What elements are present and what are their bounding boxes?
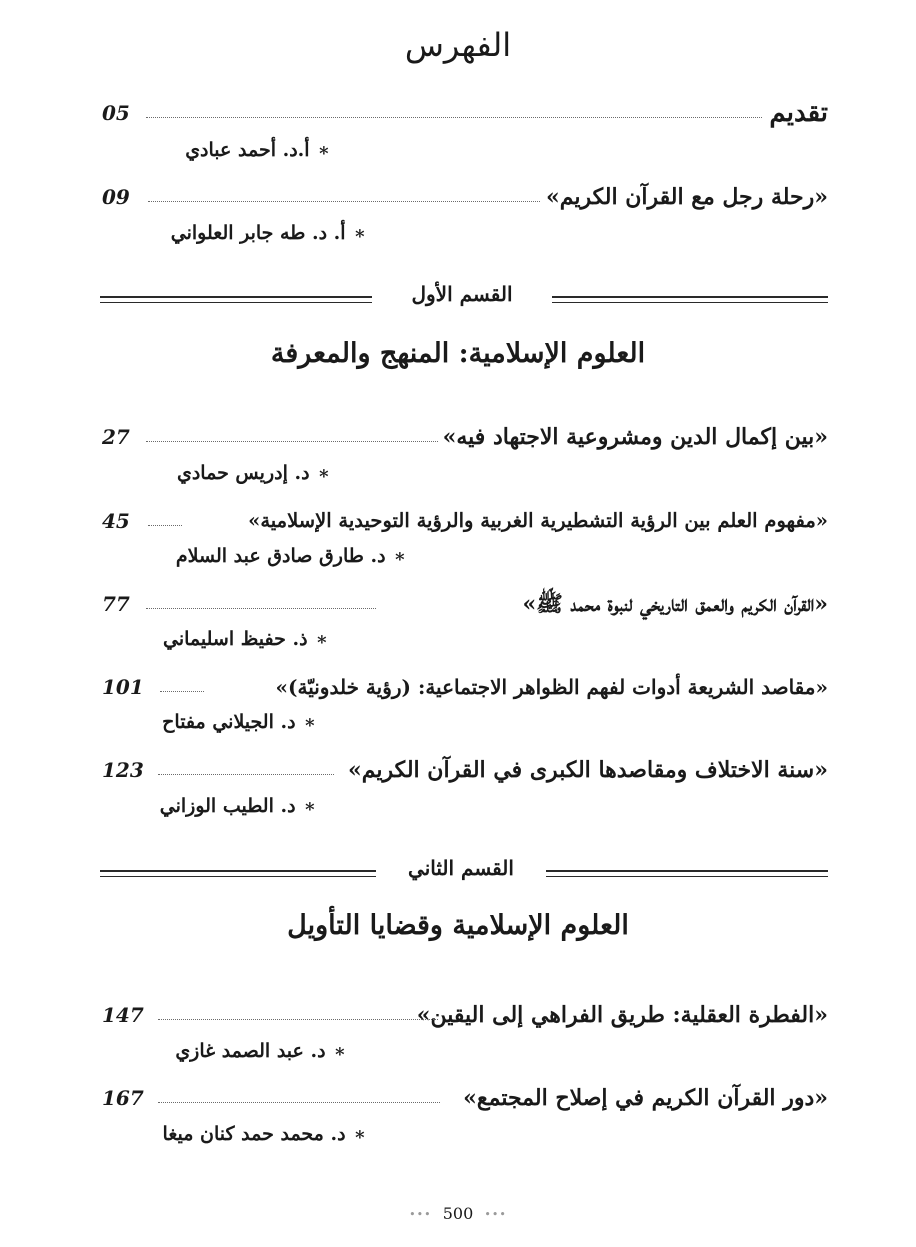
- entry-page-number: 101: [102, 675, 144, 699]
- entry-page-number: 77: [102, 592, 130, 616]
- toc-entry[interactable]: [100, 1000, 828, 1040]
- footer-page-number: 500: [442, 1204, 474, 1223]
- entry-title: «سنة الاختلاف ومقاصدها الكبرى في القرآن الكريم»: [348, 757, 828, 783]
- entry-page-number: 45: [102, 509, 130, 533]
- entry-author: ∗د. الجيلاني مفتاح: [162, 711, 316, 733]
- leader-dots: [146, 608, 376, 609]
- toc-entry[interactable]: [100, 98, 828, 138]
- section-rule-left: [100, 870, 376, 877]
- entry-page-number: 09: [102, 185, 130, 209]
- entry-author: ∗أ. د. طه جابر العلواني: [170, 222, 366, 244]
- toc-entry[interactable]: [100, 1083, 828, 1123]
- entry-title: تقديم: [769, 98, 828, 128]
- entry-author: ∗د. الطيب الوزاني: [159, 795, 316, 817]
- entry-title: «مفهوم العلم بين الرؤية التشطيرية الغربية والرؤية التوحيدية الإسلامية»: [248, 509, 828, 532]
- entry-page-number: 05: [102, 101, 130, 125]
- leader-dots: [148, 201, 540, 202]
- leader-dots: [146, 117, 762, 118]
- entry-author: ∗ذ. حفيظ اسليماني: [163, 628, 328, 650]
- toc-entry[interactable]: [100, 182, 828, 222]
- entry-author: ∗د. إدريس حمادي: [176, 462, 330, 484]
- entry-title: «دور القرآن الكريم في إصلاح المجتمع»: [463, 1085, 828, 1111]
- star-icon: ∗: [317, 463, 330, 484]
- toc-entry[interactable]: [100, 422, 828, 462]
- star-icon: ∗: [353, 223, 366, 244]
- entry-page-number: 167: [102, 1086, 144, 1110]
- leader-dots: [148, 525, 182, 526]
- leader-dots: [160, 691, 204, 692]
- entry-author: ∗د. طارق صادق عبد السلام: [175, 545, 406, 567]
- entry-title: «القرآن الكريم والعمق التاريخي لنبوة محمد ﷺ»: [522, 591, 828, 617]
- entry-title: «مقاصد الشريعة أدوات لفهم الظواهر الاجتماعية: (رؤية خلدونيّة)»: [275, 675, 828, 699]
- entry-title: «رحلة رجل مع القرآن الكريم»: [545, 184, 828, 210]
- star-icon: ∗: [303, 712, 316, 733]
- leader-dots: [158, 774, 334, 775]
- entry-title: «الفطرة العقلية: طريق الفراهي إلى اليقين»: [416, 1002, 828, 1028]
- entry-page-number: 147: [102, 1003, 144, 1027]
- part-title: العلوم الإسلامية: المنهج والمعرفة: [270, 338, 646, 369]
- section-label: القسم الثاني: [408, 856, 514, 880]
- star-icon: ∗: [303, 796, 316, 817]
- star-icon: ∗: [315, 629, 328, 650]
- leader-dots: [146, 441, 438, 442]
- toc-entry[interactable]: [100, 506, 828, 546]
- toc-entry[interactable]: [100, 755, 828, 795]
- section-rule-right: [546, 870, 828, 877]
- star-icon: ∗: [317, 140, 330, 161]
- toc-entry[interactable]: [100, 589, 828, 629]
- entry-page-number: 123: [102, 758, 144, 782]
- leader-dots: [158, 1019, 438, 1020]
- section-rule-left: [100, 296, 372, 303]
- leader-dots: [158, 1102, 440, 1103]
- ornament-right: •••: [484, 1208, 507, 1221]
- section-label: القسم الأول: [411, 282, 513, 306]
- entry-author: ∗د. محمد حمد كنان ميغا: [162, 1123, 366, 1145]
- entry-page-number: 27: [102, 425, 130, 449]
- star-icon: ∗: [333, 1041, 346, 1062]
- page-title: الفهرس: [404, 26, 512, 64]
- entry-author: ∗د. عبد الصمد غازي: [175, 1040, 346, 1062]
- entry-author: ∗أ.د. أحمد عبادي: [185, 139, 330, 161]
- star-icon: ∗: [393, 546, 406, 567]
- toc-entry[interactable]: [100, 672, 828, 712]
- page-footer: [0, 1204, 916, 1223]
- section-rule-right: [552, 296, 828, 303]
- star-icon: ∗: [353, 1124, 366, 1145]
- ornament-left: •••: [409, 1208, 432, 1221]
- part-title: العلوم الإسلامية وقضايا التأويل: [287, 910, 629, 941]
- entry-title: «بين إكمال الدين ومشروعية الاجتهاد فيه»: [442, 424, 828, 450]
